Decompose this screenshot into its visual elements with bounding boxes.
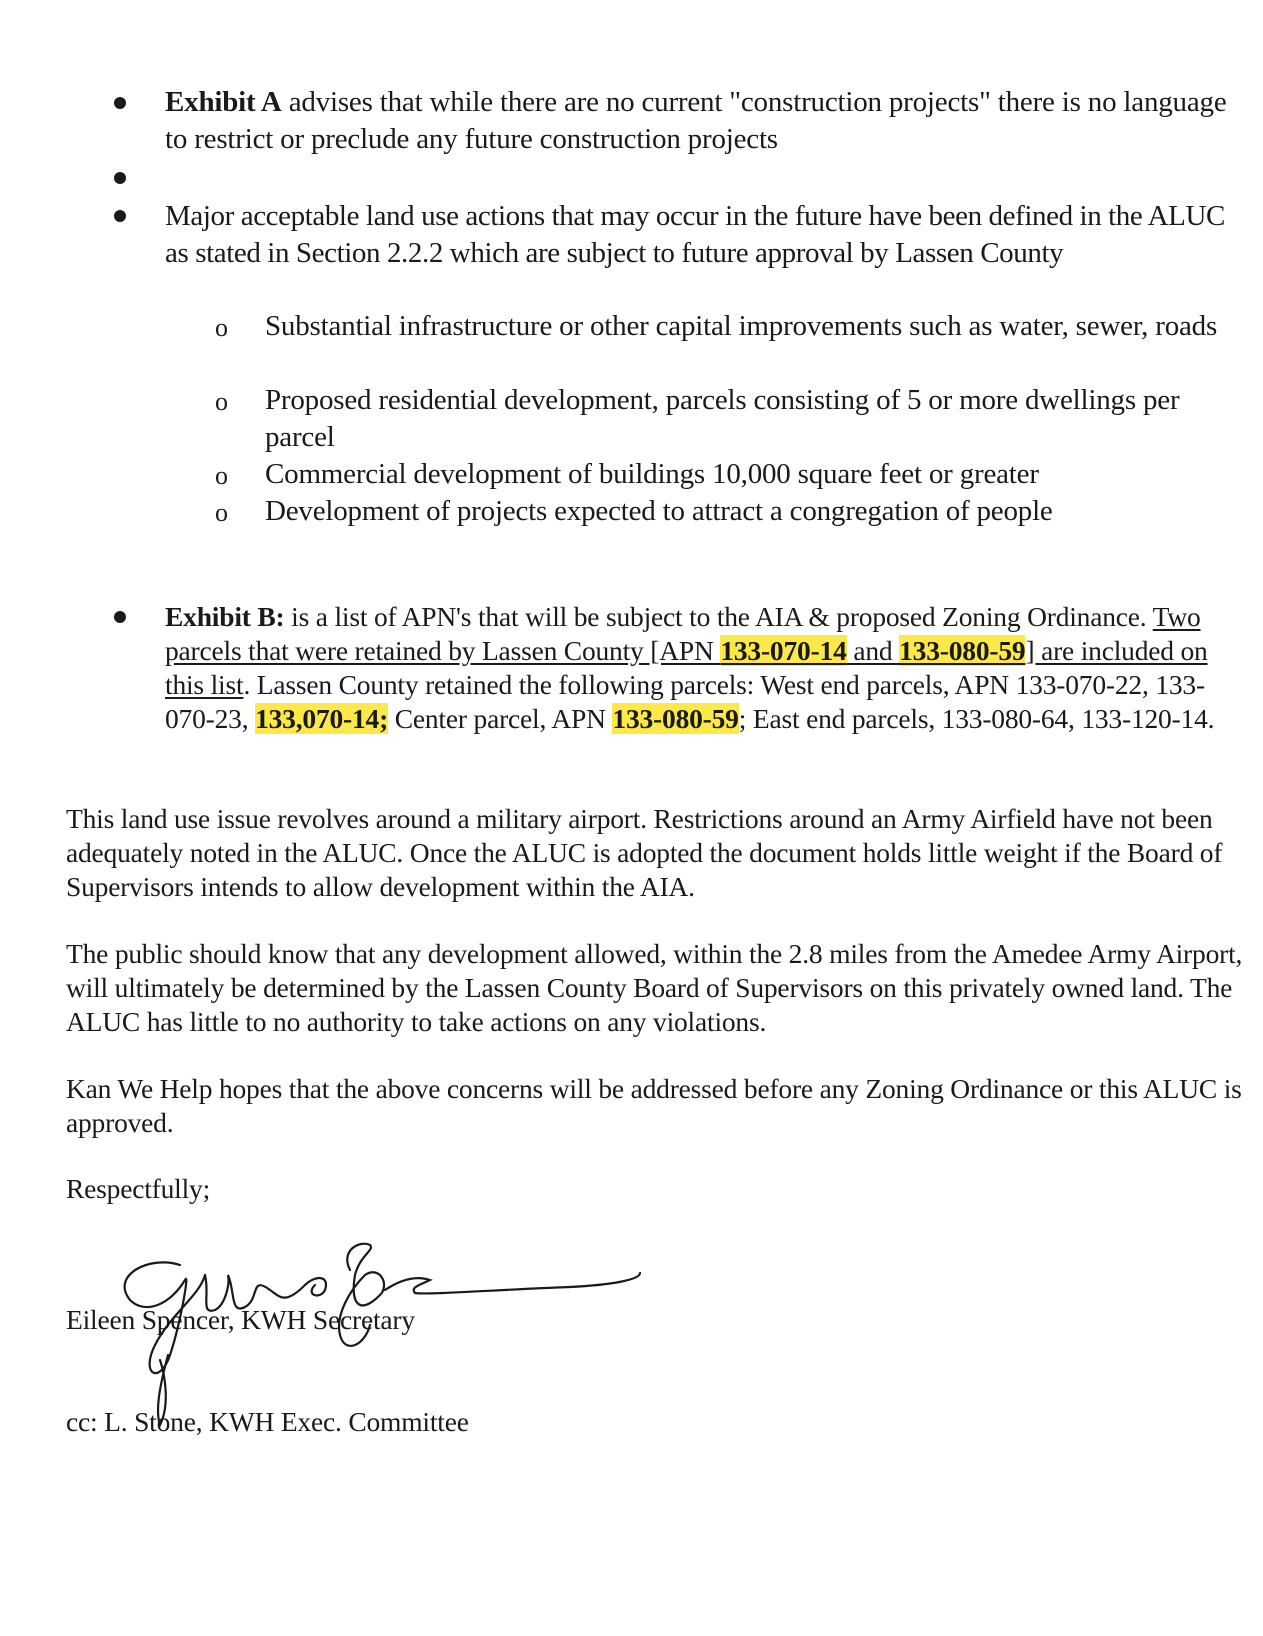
sub-item: Proposed residential development, parcels consisting of 5 or more dwellings per parcel [265, 384, 1180, 453]
sub-marker: o [215, 313, 228, 342]
paragraph-airport: This land use issue revolves around a military airport. Restrictions around an Army Airfield have not been adequately noted in the ALUC. Once the ALUC is adopted the document holds little weight if the Board of Supervisors intends to allow development within the AIA. [66, 803, 1223, 902]
sub-item: Substantial infrastructure or other capital improvements such as water, sewer, roads [265, 310, 1218, 342]
exhibit-b-underlined: and [846, 635, 900, 666]
sub-item: Development of projects expected to attract a congregation of people [265, 495, 1053, 527]
signer-name: Eileen Spencer, KWH Secretary [66, 1304, 415, 1335]
paragraph-public: The public should know that any development allowed, within the 2.8 miles from the Amedee Army Airport, will ultimately be determined by the Lassen County Board of Supervisors on this privately owned land. The ALUC has little to no authority to take actions on any violations. [66, 938, 1243, 1037]
exhibit-a-text: advises that while there are no current "construction projects" there is no language to restrict or preclude any future construction projects [165, 86, 1227, 155]
major-actions-text: Major acceptable land use actions that may occur in the future have been defined in the ALUC as stated in Section 2.2.2 which are subject to future approval by Lassen County [165, 200, 1225, 269]
cc-line: cc: L. Stone, KWH Exec. Committee [66, 1406, 469, 1437]
exhibit-a-label: Exhibit A [165, 86, 282, 118]
sub-marker: o [215, 387, 228, 416]
exhibit-b-item [165, 600, 1225, 736]
exhibit-b-underlined: Two parcels that were retained by Lassen County [APN [165, 601, 1201, 666]
bullet-dot [114, 210, 126, 222]
exhibit-b-text: Center parcel, APN [388, 703, 613, 734]
exhibit-b-text: . Lassen County retained the following parcels: West end parcels, APN 133-070-22, 133-070-23, [165, 669, 1205, 734]
sub-item: Commercial development of buildings 10,000 square feet or greater [265, 458, 1039, 490]
apn-highlight: 133-080-59 [612, 703, 739, 734]
exhibit-b-text: ; East end parcels, 133-080-64, 133-120-14. [738, 703, 1215, 734]
exhibit-b-underlined: ] are included on this list [165, 635, 1208, 700]
sub-marker: o [215, 498, 228, 527]
apn-highlight: 133,070-14; [255, 703, 389, 734]
bullet-dot-empty [114, 172, 126, 184]
bullet-dot [114, 97, 126, 109]
sub-marker: o [215, 461, 228, 490]
apn-highlight: 133-080-59 [899, 635, 1026, 666]
exhibit-b-text: is a list of APN's that will be subject to the AIA & proposed Zoning Ordinance. [284, 601, 1153, 632]
exhibit-b-label: Exhibit B: [165, 601, 285, 632]
exhibit-a-item [165, 84, 1255, 158]
bullet-dot [114, 611, 126, 623]
paragraph-kwh: Kan We Help hopes that the above concerns will be addressed before any Zoning Ordinance or this ALUC is approved. [66, 1073, 1242, 1138]
salutation: Respectfully; [66, 1173, 211, 1204]
major-actions-item [165, 198, 1255, 272]
apn-highlight: 133-070-14 [720, 635, 847, 666]
